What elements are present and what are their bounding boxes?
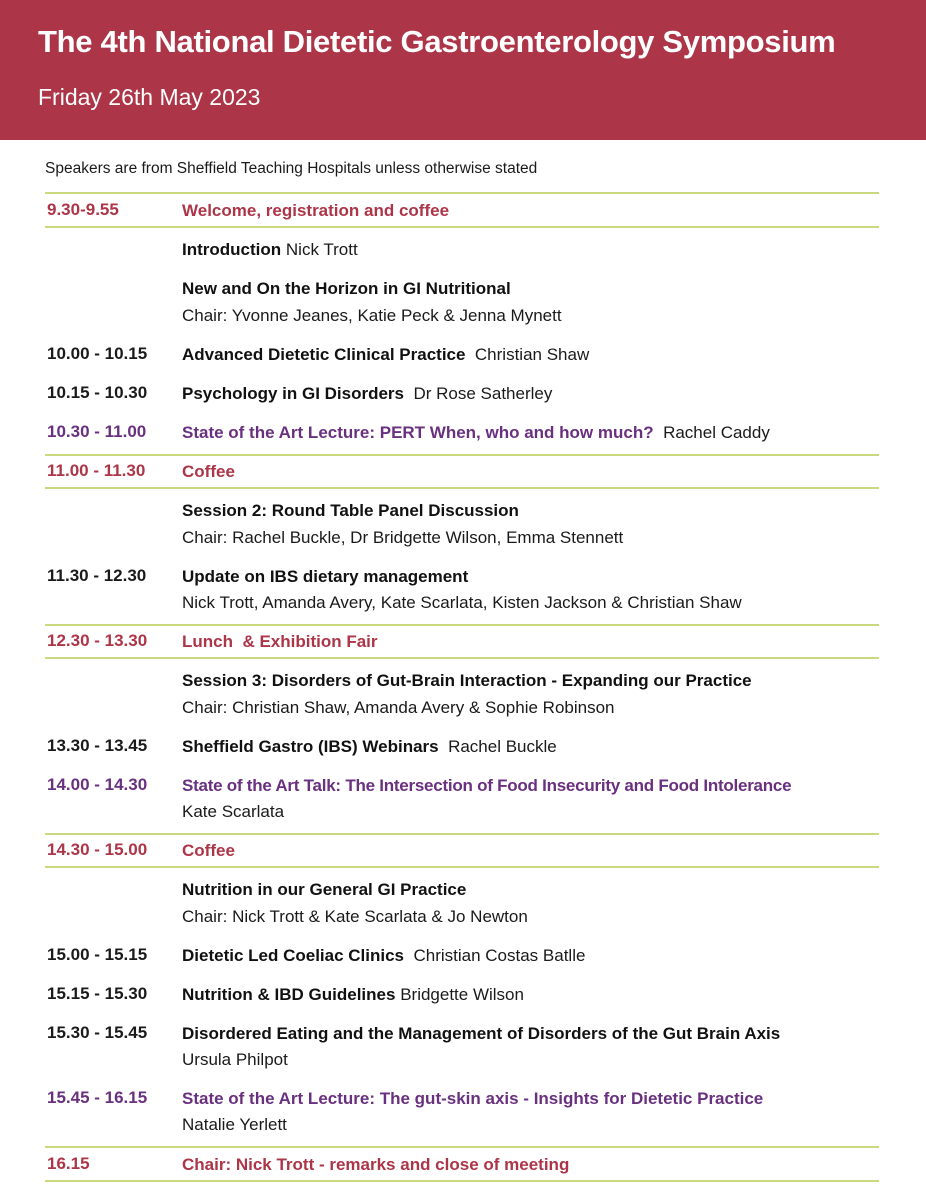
session-item bbox=[182, 278, 511, 299]
session-item bbox=[182, 500, 519, 521]
divider bbox=[45, 192, 879, 194]
session-title: State of the Art Talk: The Intersection of Food Insecurity and Food Intolerance bbox=[182, 776, 792, 795]
session-title: Advanced Dietetic Clinical Practice bbox=[182, 345, 466, 364]
session-title: Coffee bbox=[182, 841, 235, 860]
divider bbox=[45, 657, 879, 659]
session-time: 9.30-9.55 bbox=[47, 200, 119, 219]
session-speakers: Nick Trott, Amanda Avery, Kate Scarlata, Kisten Jackson & Christian Shaw bbox=[182, 593, 742, 612]
session-item bbox=[182, 422, 770, 443]
session-time: 11.30 - 12.30 bbox=[47, 566, 147, 585]
session-time: 10.00 - 10.15 bbox=[47, 344, 148, 363]
divider bbox=[45, 833, 879, 835]
divider bbox=[45, 454, 879, 456]
session-time: 15.45 - 16.15 bbox=[47, 1088, 148, 1107]
session-speaker: Natalie Yerlett bbox=[182, 1115, 287, 1134]
session-time: 15.30 - 15.45 bbox=[47, 1023, 148, 1042]
session-item bbox=[182, 566, 468, 587]
session-title: Sheffield Gastro (IBS) Webinars bbox=[182, 737, 439, 756]
session-speaker: Kate Scarlata bbox=[182, 802, 285, 821]
session-title: Session 2: Round Table Panel Discussion bbox=[182, 501, 519, 520]
session-title: State of the Art Lecture: The gut-skin axis - Insights for Dietetic Practice bbox=[182, 1089, 764, 1108]
session-title: Disordered Eating and the Management of Disorders of the Gut Brain Axis bbox=[182, 1024, 781, 1043]
session-time: 15.00 - 15.15 bbox=[47, 945, 148, 964]
session-chair: Chair: Rachel Buckle, Dr Bridgette Wilson, Emma Stennett bbox=[182, 528, 624, 547]
session-item bbox=[182, 840, 235, 861]
session-time: 14.00 - 14.30 bbox=[47, 775, 148, 794]
session-item bbox=[182, 945, 585, 966]
session-item bbox=[182, 344, 589, 365]
page-title: The 4th National Dietetic Gastroenterology Symposium bbox=[38, 24, 836, 59]
session-time: 11.00 - 11.30 bbox=[47, 461, 146, 480]
session-time: 14.30 - 15.00 bbox=[47, 840, 148, 859]
session-title: Psychology in GI Disorders bbox=[182, 384, 405, 403]
session-title: Nutrition & IBD Guidelines bbox=[182, 985, 396, 1004]
session-item bbox=[182, 200, 449, 221]
session-speaker: Nick Trott bbox=[285, 240, 358, 259]
session-time: 15.15 - 15.30 bbox=[47, 984, 148, 1003]
session-item bbox=[182, 775, 791, 796]
session-item bbox=[182, 631, 378, 652]
divider bbox=[45, 866, 879, 868]
session-title: Session 3: Disorders of Gut-Brain Interaction - Expanding our Practice bbox=[182, 671, 752, 690]
header-banner bbox=[0, 0, 926, 140]
session-title: Update on IBS dietary management bbox=[182, 567, 469, 586]
session-speaker: Ursula Philpot bbox=[182, 1050, 288, 1069]
session-item bbox=[182, 239, 358, 260]
session-title: Chair: Nick Trott - remarks and close of meeting bbox=[182, 1155, 570, 1174]
session-time: 12.30 - 13.30 bbox=[47, 631, 148, 650]
session-item bbox=[182, 1088, 763, 1109]
session-time: 10.30 - 11.00 bbox=[47, 422, 147, 441]
session-title: Dietetic Led Coeliac Clinics bbox=[182, 946, 405, 965]
speakers-note: Speakers are from Sheffield Teaching Hospitals unless otherwise stated bbox=[45, 160, 538, 177]
session-item bbox=[182, 984, 524, 1005]
session-item bbox=[182, 1023, 780, 1044]
session-chair: Chair: Nick Trott & Kate Scarlata & Jo Newton bbox=[182, 907, 528, 926]
session-title: Coffee bbox=[182, 462, 235, 481]
session-speaker: Rachel Caddy bbox=[663, 423, 770, 442]
session-time: 16.15 bbox=[47, 1154, 90, 1173]
session-title: New and On the Horizon in GI Nutritional bbox=[182, 279, 511, 298]
session-speaker: Bridgette Wilson bbox=[400, 985, 524, 1004]
session-speaker: Rachel Buckle bbox=[448, 737, 557, 756]
session-title: Lunch & Exhibition Fair bbox=[182, 632, 378, 651]
session-chair: Chair: Yvonne Jeanes, Katie Peck & Jenna Mynett bbox=[182, 306, 562, 325]
divider bbox=[45, 226, 879, 228]
session-item bbox=[182, 736, 557, 757]
divider bbox=[45, 624, 879, 626]
session-speaker: Dr Rose Satherley bbox=[413, 384, 553, 403]
session-item bbox=[182, 383, 552, 404]
session-title: Welcome, registration and coffee bbox=[182, 201, 450, 220]
session-item bbox=[182, 1154, 569, 1175]
session-title: Introduction bbox=[182, 240, 282, 259]
divider bbox=[45, 1180, 879, 1182]
session-speaker: Christian Costas Batlle bbox=[413, 946, 586, 965]
session-item bbox=[182, 461, 235, 482]
session-item bbox=[182, 879, 466, 900]
session-speaker: Christian Shaw bbox=[474, 345, 590, 364]
session-item bbox=[182, 670, 752, 691]
session-title: Nutrition in our General GI Practice bbox=[182, 880, 467, 899]
divider bbox=[45, 1146, 879, 1148]
session-time: 13.30 - 13.45 bbox=[47, 736, 148, 755]
event-date: Friday 26th May 2023 bbox=[38, 84, 261, 110]
session-chair: Chair: Christian Shaw, Amanda Avery & Sophie Robinson bbox=[182, 698, 615, 717]
session-title: State of the Art Lecture: PERT When, who and how much? bbox=[182, 423, 654, 442]
session-time: 10.15 - 10.30 bbox=[47, 383, 148, 402]
divider bbox=[45, 487, 879, 489]
